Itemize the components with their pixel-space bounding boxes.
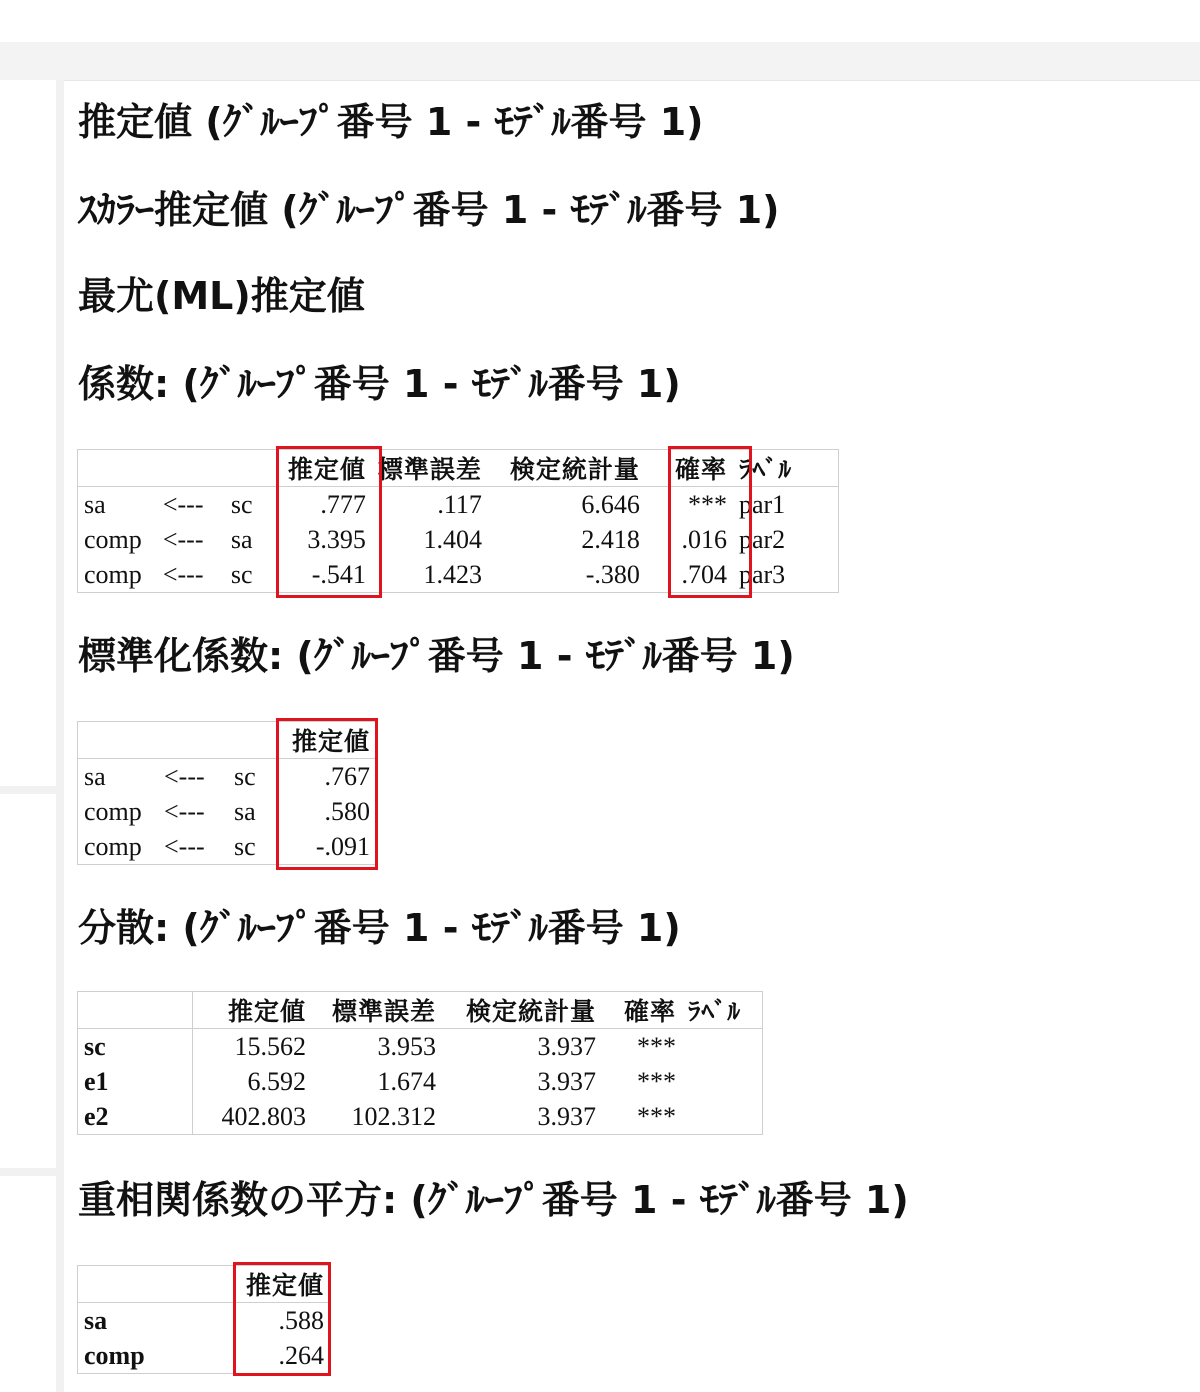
cell-p: ***	[637, 1066, 676, 1096]
heading-scalar-estimates: ｽｶﾗｰ推定値 (ｸﾞﾙｰﾌﾟ番号 1 - ﾓﾃﾞﾙ番号 1)	[78, 188, 780, 232]
cell-se: 1.423	[423, 559, 482, 589]
header-estimate: 推定値	[192, 992, 312, 1029]
heading-estimates: 推定値 (ｸﾞﾙｰﾌﾟ番号 1 - ﾓﾃﾞﾙ番号 1)	[78, 100, 704, 144]
header-label: ﾗﾍﾞﾙ	[682, 992, 762, 1029]
header-cr: 検定統計量	[488, 450, 646, 487]
row-name: e1	[78, 1064, 192, 1099]
cell-estimate: .777	[320, 489, 366, 519]
table-header-row	[78, 450, 838, 487]
row-arrow: <---	[162, 524, 204, 554]
cell-estimate: -.091	[315, 831, 370, 861]
row-name: sc	[78, 1029, 192, 1065]
pane-divider	[0, 786, 56, 794]
cell-cr: -.380	[585, 559, 640, 589]
cell-cr: 3.937	[537, 1101, 596, 1131]
row-from: comp	[84, 559, 142, 589]
table-row	[78, 759, 376, 795]
top-toolbar-strip	[0, 42, 1200, 81]
table-row	[78, 487, 838, 523]
cell-se: 102.312	[351, 1101, 436, 1131]
table-row	[78, 794, 376, 829]
cell-estimate: -.541	[311, 559, 366, 589]
cell-label	[682, 1029, 762, 1065]
smc-table	[78, 1266, 330, 1373]
pane-splitter[interactable]	[56, 80, 64, 1392]
cell-estimate: 15.562	[234, 1031, 306, 1061]
row-to: sc	[230, 489, 253, 519]
coefficients-table	[78, 450, 838, 592]
cell-cr: 2.418	[581, 524, 640, 554]
cell-p: .016	[681, 524, 727, 554]
cell-estimate: .264	[278, 1340, 324, 1370]
header-p: 確率	[646, 450, 733, 487]
row-from: comp	[84, 524, 142, 554]
cell-cr: 6.646	[581, 489, 640, 519]
cell-label: par1	[738, 489, 786, 519]
header-estimate: 推定値	[278, 722, 376, 759]
header-estimate: 推定値	[273, 450, 372, 487]
cell-label: par3	[738, 559, 786, 589]
cell-cr: 3.937	[537, 1066, 596, 1096]
table-row	[78, 1099, 762, 1134]
table-row	[78, 1338, 330, 1373]
variances-table	[78, 992, 762, 1134]
heading-coefficients: 係数: (ｸﾞﾙｰﾌﾟ番号 1 - ﾓﾃﾞﾙ番号 1)	[78, 362, 681, 406]
row-arrow: <---	[162, 489, 204, 519]
table-row	[78, 1029, 762, 1065]
cell-cr: 3.937	[537, 1031, 596, 1061]
row-arrow: <---	[164, 761, 205, 791]
row-from: comp	[84, 796, 142, 826]
cell-estimate: .588	[278, 1305, 324, 1335]
row-name: sa	[84, 1305, 108, 1335]
cell-p: ***	[687, 489, 727, 519]
row-arrow: <---	[162, 559, 204, 589]
row-to: sc	[234, 761, 256, 791]
cell-se: 1.674	[377, 1066, 436, 1096]
left-navigation-pane[interactable]	[0, 80, 56, 1392]
table-row	[78, 1303, 330, 1339]
cell-p: ***	[637, 1101, 676, 1131]
header-se: 標準誤差	[312, 992, 442, 1029]
header-se: 標準誤差	[372, 450, 488, 487]
cell-se: .117	[437, 489, 482, 519]
header-p: 確率	[602, 992, 682, 1029]
cell-estimate: .767	[324, 761, 370, 791]
std-coefficients-table	[78, 722, 376, 864]
table-header-row	[78, 722, 376, 759]
row-to: sa	[230, 524, 253, 554]
cell-p: ***	[637, 1031, 676, 1061]
table-row	[78, 1064, 762, 1099]
table-header-row	[78, 1266, 330, 1303]
table-row	[78, 522, 838, 557]
row-from: comp	[84, 831, 142, 861]
header-label: ﾗﾍﾞﾙ	[733, 450, 838, 487]
heading-smc: 重相関係数の平方: (ｸﾞﾙｰﾌﾟ番号 1 - ﾓﾃﾞﾙ番号 1)	[78, 1178, 909, 1222]
row-from: sa	[84, 761, 106, 791]
table-row	[78, 829, 376, 864]
row-arrow: <---	[164, 831, 205, 861]
cell-p: .704	[681, 559, 727, 589]
cell-estimate: 3.395	[307, 524, 366, 554]
row-from: sa	[84, 489, 106, 519]
row-to: sa	[234, 796, 256, 826]
cell-label	[682, 1064, 762, 1099]
header-cr: 検定統計量	[442, 992, 602, 1029]
table-header-row	[78, 992, 762, 1029]
heading-variances: 分散: (ｸﾞﾙｰﾌﾟ番号 1 - ﾓﾃﾞﾙ番号 1)	[78, 906, 681, 950]
row-arrow: <---	[164, 796, 205, 826]
row-name: e2	[78, 1099, 192, 1134]
cell-estimate: .580	[324, 796, 370, 826]
table-row	[78, 557, 838, 592]
heading-std-coefficients: 標準化係数: (ｸﾞﾙｰﾌﾟ番号 1 - ﾓﾃﾞﾙ番号 1)	[78, 634, 795, 678]
row-to: sc	[230, 559, 253, 589]
cell-label	[682, 1099, 762, 1134]
row-name: comp	[84, 1340, 145, 1370]
cell-label: par2	[738, 524, 786, 554]
cell-estimate: 402.803	[221, 1101, 306, 1131]
cell-se: 3.953	[377, 1031, 436, 1061]
header-estimate: 推定値	[234, 1266, 330, 1303]
cell-se: 1.404	[423, 524, 482, 554]
heading-ml-estimates: 最尤(ML)推定値	[78, 274, 365, 318]
row-to: sc	[234, 831, 256, 861]
pane-divider	[0, 1168, 56, 1176]
cell-estimate: 6.592	[247, 1066, 306, 1096]
